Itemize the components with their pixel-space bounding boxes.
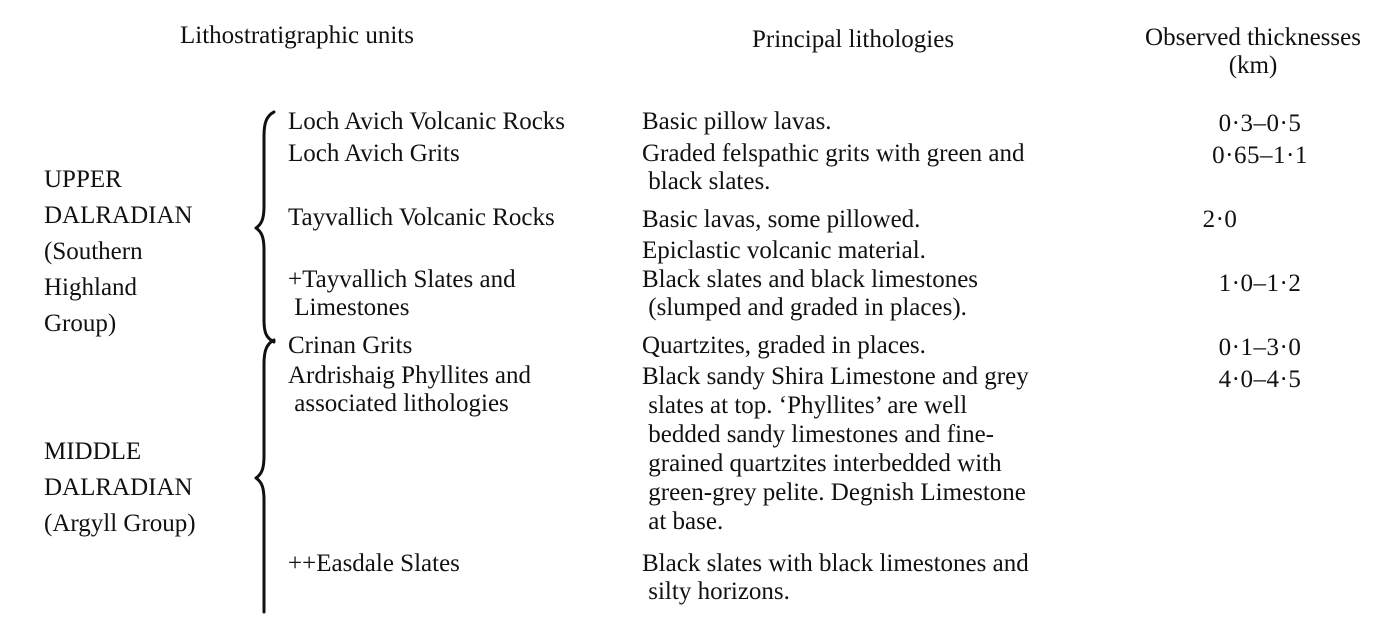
lithology-line: at base. <box>642 508 724 535</box>
lithology-line: Epiclastic volcanic material. <box>642 237 926 264</box>
group-label-line: (Argyll Group) <box>44 510 196 537</box>
group-label-line: Highland <box>44 274 138 301</box>
header-thickness-line2: (km) <box>1228 52 1278 79</box>
lithology-line: (slumped and graded in places). <box>642 294 967 321</box>
lithology-line: Graded felspathic grits with green and <box>642 140 1025 167</box>
lithology-line: bedded sandy limestones and fine- <box>642 421 994 448</box>
thickness-row-3: 2·0 <box>1202 206 1238 233</box>
lithology-line: silty horizons. <box>642 578 790 605</box>
header-units: Lithostratigraphic units <box>180 22 414 49</box>
unit-tayvallich-slates <box>288 266 516 322</box>
lithology-line: Black slates with black limestones and <box>642 550 1029 577</box>
thickness-row-1: 0·3–0·5 <box>1218 110 1302 137</box>
lithology-row-6 <box>642 362 1029 536</box>
unit-loch-avich-volcanic <box>288 108 565 136</box>
thickness-row-4: 1·0–1·2 <box>1218 270 1302 297</box>
lithology-row-3 <box>642 204 926 266</box>
unit-line: ++Easdale Slates <box>288 550 460 577</box>
unit-line: Ardrishaig Phyllites and <box>288 362 532 389</box>
lithology-row-4 <box>642 266 978 322</box>
lithology-line: Black sandy Shira Limestone and grey <box>642 363 1029 390</box>
header-lithologies: Principal lithologies <box>752 26 955 53</box>
unit-crinan-grits <box>288 332 412 360</box>
lithology-line: slates at top. ‘Phyllites’ are well <box>642 392 968 419</box>
upper-group-brace <box>256 106 286 346</box>
group-label-line: (Southern <box>44 238 143 265</box>
thickness-row-6: 4·0–4·5 <box>1218 366 1302 393</box>
thickness-row-2: 0·65–1·1 <box>1212 142 1308 169</box>
lithology-row-2 <box>642 140 1025 196</box>
lithology-line: Quartzites, graded in places. <box>642 332 926 359</box>
middle-group-brace <box>256 336 286 616</box>
group-label-line: MIDDLE <box>44 438 142 465</box>
header-thickness-line1: Observed thicknesses <box>1145 24 1361 51</box>
lithology-row-5 <box>642 332 926 360</box>
header-thickness <box>1128 24 1378 80</box>
lithology-line: Basic pillow lavas. <box>642 108 832 135</box>
lithology-line: Basic lavas, some pillowed. <box>642 206 921 233</box>
lithology-line: grained quartzites interbedded with <box>642 450 1002 477</box>
thickness-row-5: 0·1–3·0 <box>1218 334 1302 361</box>
lithology-line: black slates. <box>642 168 771 195</box>
group-label-line: DALRADIAN <box>44 202 193 229</box>
group-label-line: Group) <box>44 310 117 337</box>
unit-line: Loch Avich Grits <box>288 140 460 167</box>
unit-easdale-slates <box>288 550 460 578</box>
unit-loch-avich-grits <box>288 140 460 168</box>
unit-line: Limestones <box>288 294 410 321</box>
group-upper-dalradian <box>44 162 193 342</box>
unit-line: associated lithologies <box>288 390 509 417</box>
group-label-line: DALRADIAN <box>44 474 193 501</box>
unit-line: Crinan Grits <box>288 332 413 359</box>
group-middle-dalradian <box>44 434 196 542</box>
lithology-row-7 <box>642 550 1029 606</box>
unit-line: Tayvallich Volcanic Rocks <box>288 204 555 231</box>
lithology-line: Black slates and black limestones <box>642 266 979 293</box>
lithology-row-1 <box>642 108 832 136</box>
unit-tayvallich-volcanic <box>288 204 555 232</box>
unit-ardrishaig-phyllites <box>288 362 531 418</box>
lithology-line: green-grey pelite. Degnish Limestone <box>642 479 1026 506</box>
unit-line: Loch Avich Volcanic Rocks <box>288 108 566 135</box>
group-label-line: UPPER <box>44 166 122 193</box>
unit-line: +Tayvallich Slates and <box>288 266 516 293</box>
